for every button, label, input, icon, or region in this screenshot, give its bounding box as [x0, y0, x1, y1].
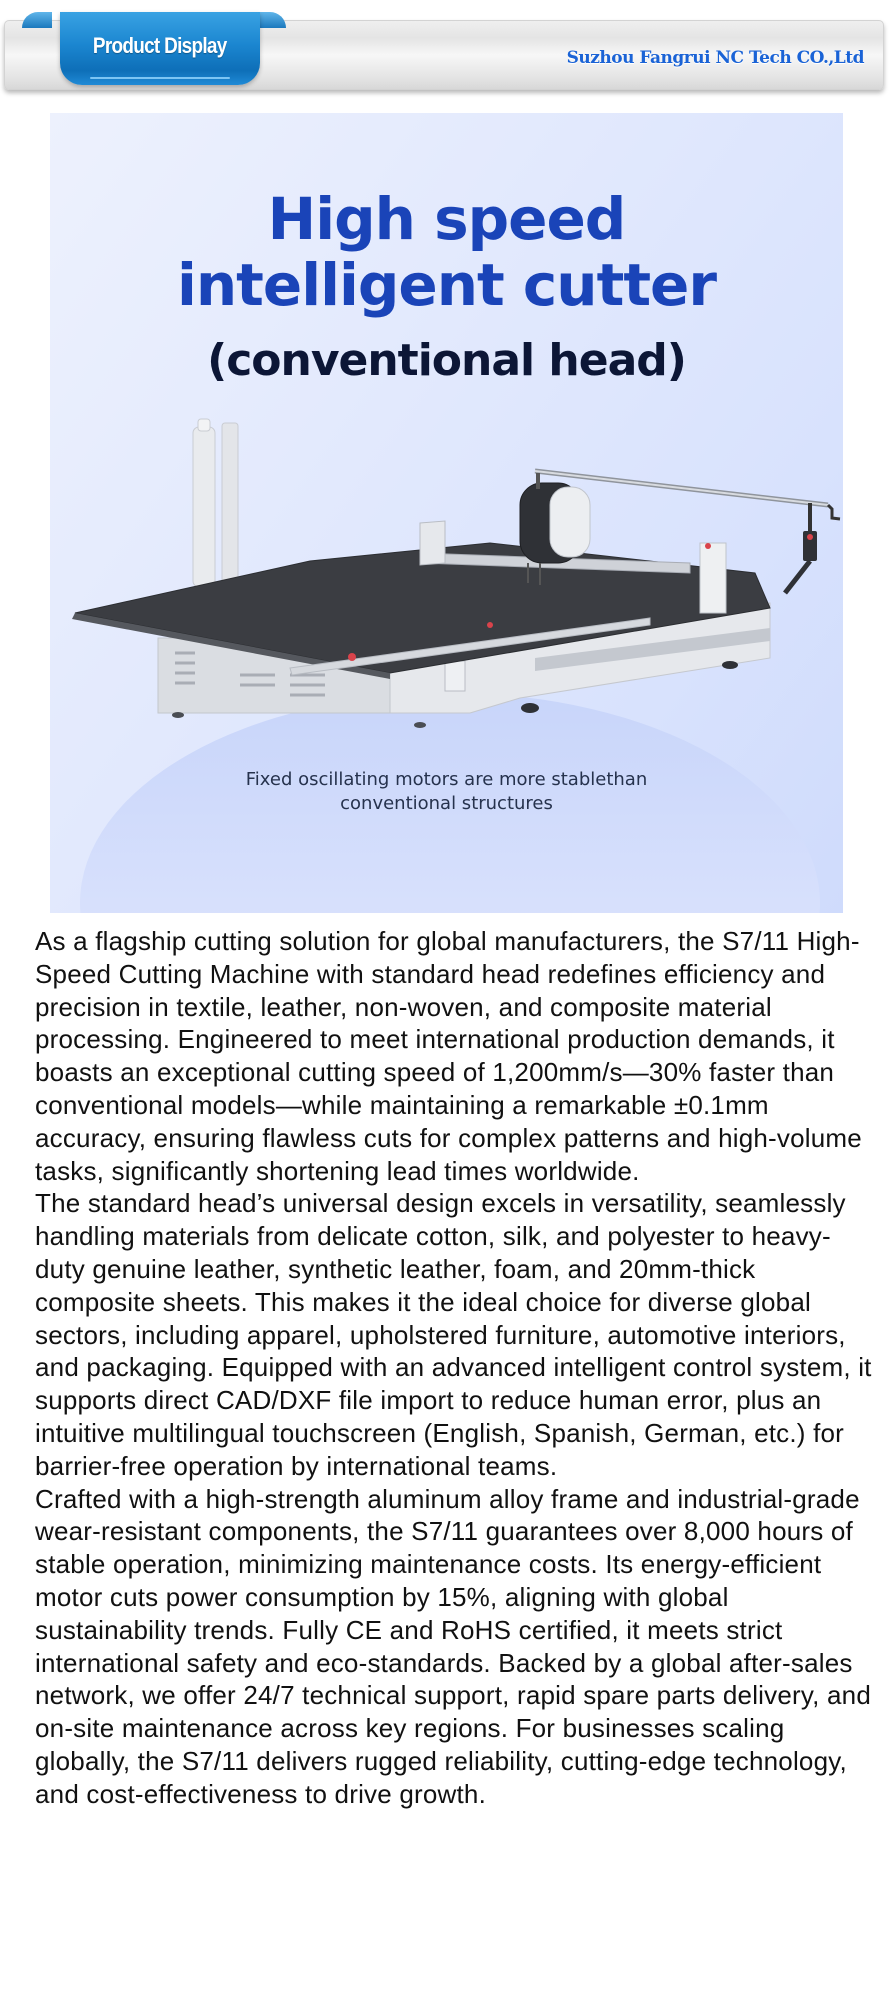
ribbon-label: Product Display — [93, 32, 227, 58]
product-image — [50, 113, 843, 913]
image-caption — [50, 768, 843, 816]
description-paragraph-1: As a flagship cutting solution for global manufacturers, the S7/11 High-Speed Cutting Machine with standard head redefines efficiency and precision in textile, leather, non-woven, and composite material processing. Engineered to meet international production demands, it boasts an exceptional cutting speed of 1,200mm/s—30% faster than conventional models—while maintaining a remarkable ±0.1mm accuracy, ensuring flawless cuts for complex patterns and high-volume tasks, significantly shortening lead times worldwide. — [35, 926, 862, 1186]
description-paragraph-2: The standard head’s universal design excels in versatility, seamlessly handling materials from delicate cotton, silk, and polyester to heavy-duty genuine leather, synthetic leather, foam, and 20mm-thick composite sheets. This makes it the ideal choice for diverse global sectors, including apparel, upholstered furniture, automotive interiors, and packaging. Equipped with an advanced intelligent control system, it supports direct CAD/DXF file import to reduce human error, plus an intuitive multilingual touchscreen (English, Spanish, German, etc.) for barrier-free operation by international teams. — [35, 1188, 872, 1481]
ribbon-fold-right — [256, 12, 286, 28]
subheadline: (conventional head) — [207, 335, 686, 386]
headline-line-2: intelligent cutter — [176, 251, 716, 319]
ribbon-fold-left — [22, 12, 52, 28]
product-display-ribbon — [60, 12, 260, 85]
caption-line-2: conventional structures — [340, 793, 553, 814]
cutting-machine-illustration — [50, 413, 843, 733]
section-header-banner — [4, 20, 884, 90]
headline-line-1: High speed — [267, 185, 626, 253]
company-name: Suzhou Fangrui NC Tech CO.,Ltd — [566, 48, 864, 68]
product-description — [35, 925, 875, 1811]
description-paragraph-3: Crafted with a high-strength aluminum alloy frame and industrial-grade wear-resistant components, the S7/11 guarantees over 8,000 hours of stable operation, minimizing maintenance costs. Its energy-efficient motor cuts power consumption by 15%, aligning with global sustainability trends. Fully CE and RoHS certified, it meets strict international safety and eco-standards. Backed by a global after-sales network, we offer 24/7 technical support, rapid spare parts delivery, and on-site maintenance across key regions. For businesses scaling globally, the S7/11 delivers rugged reliability, cutting-edge technology, and cost-effectiveness to drive growth. — [35, 1483, 871, 1809]
caption-line-1: Fixed oscillating motors are more stablethan — [245, 769, 648, 790]
